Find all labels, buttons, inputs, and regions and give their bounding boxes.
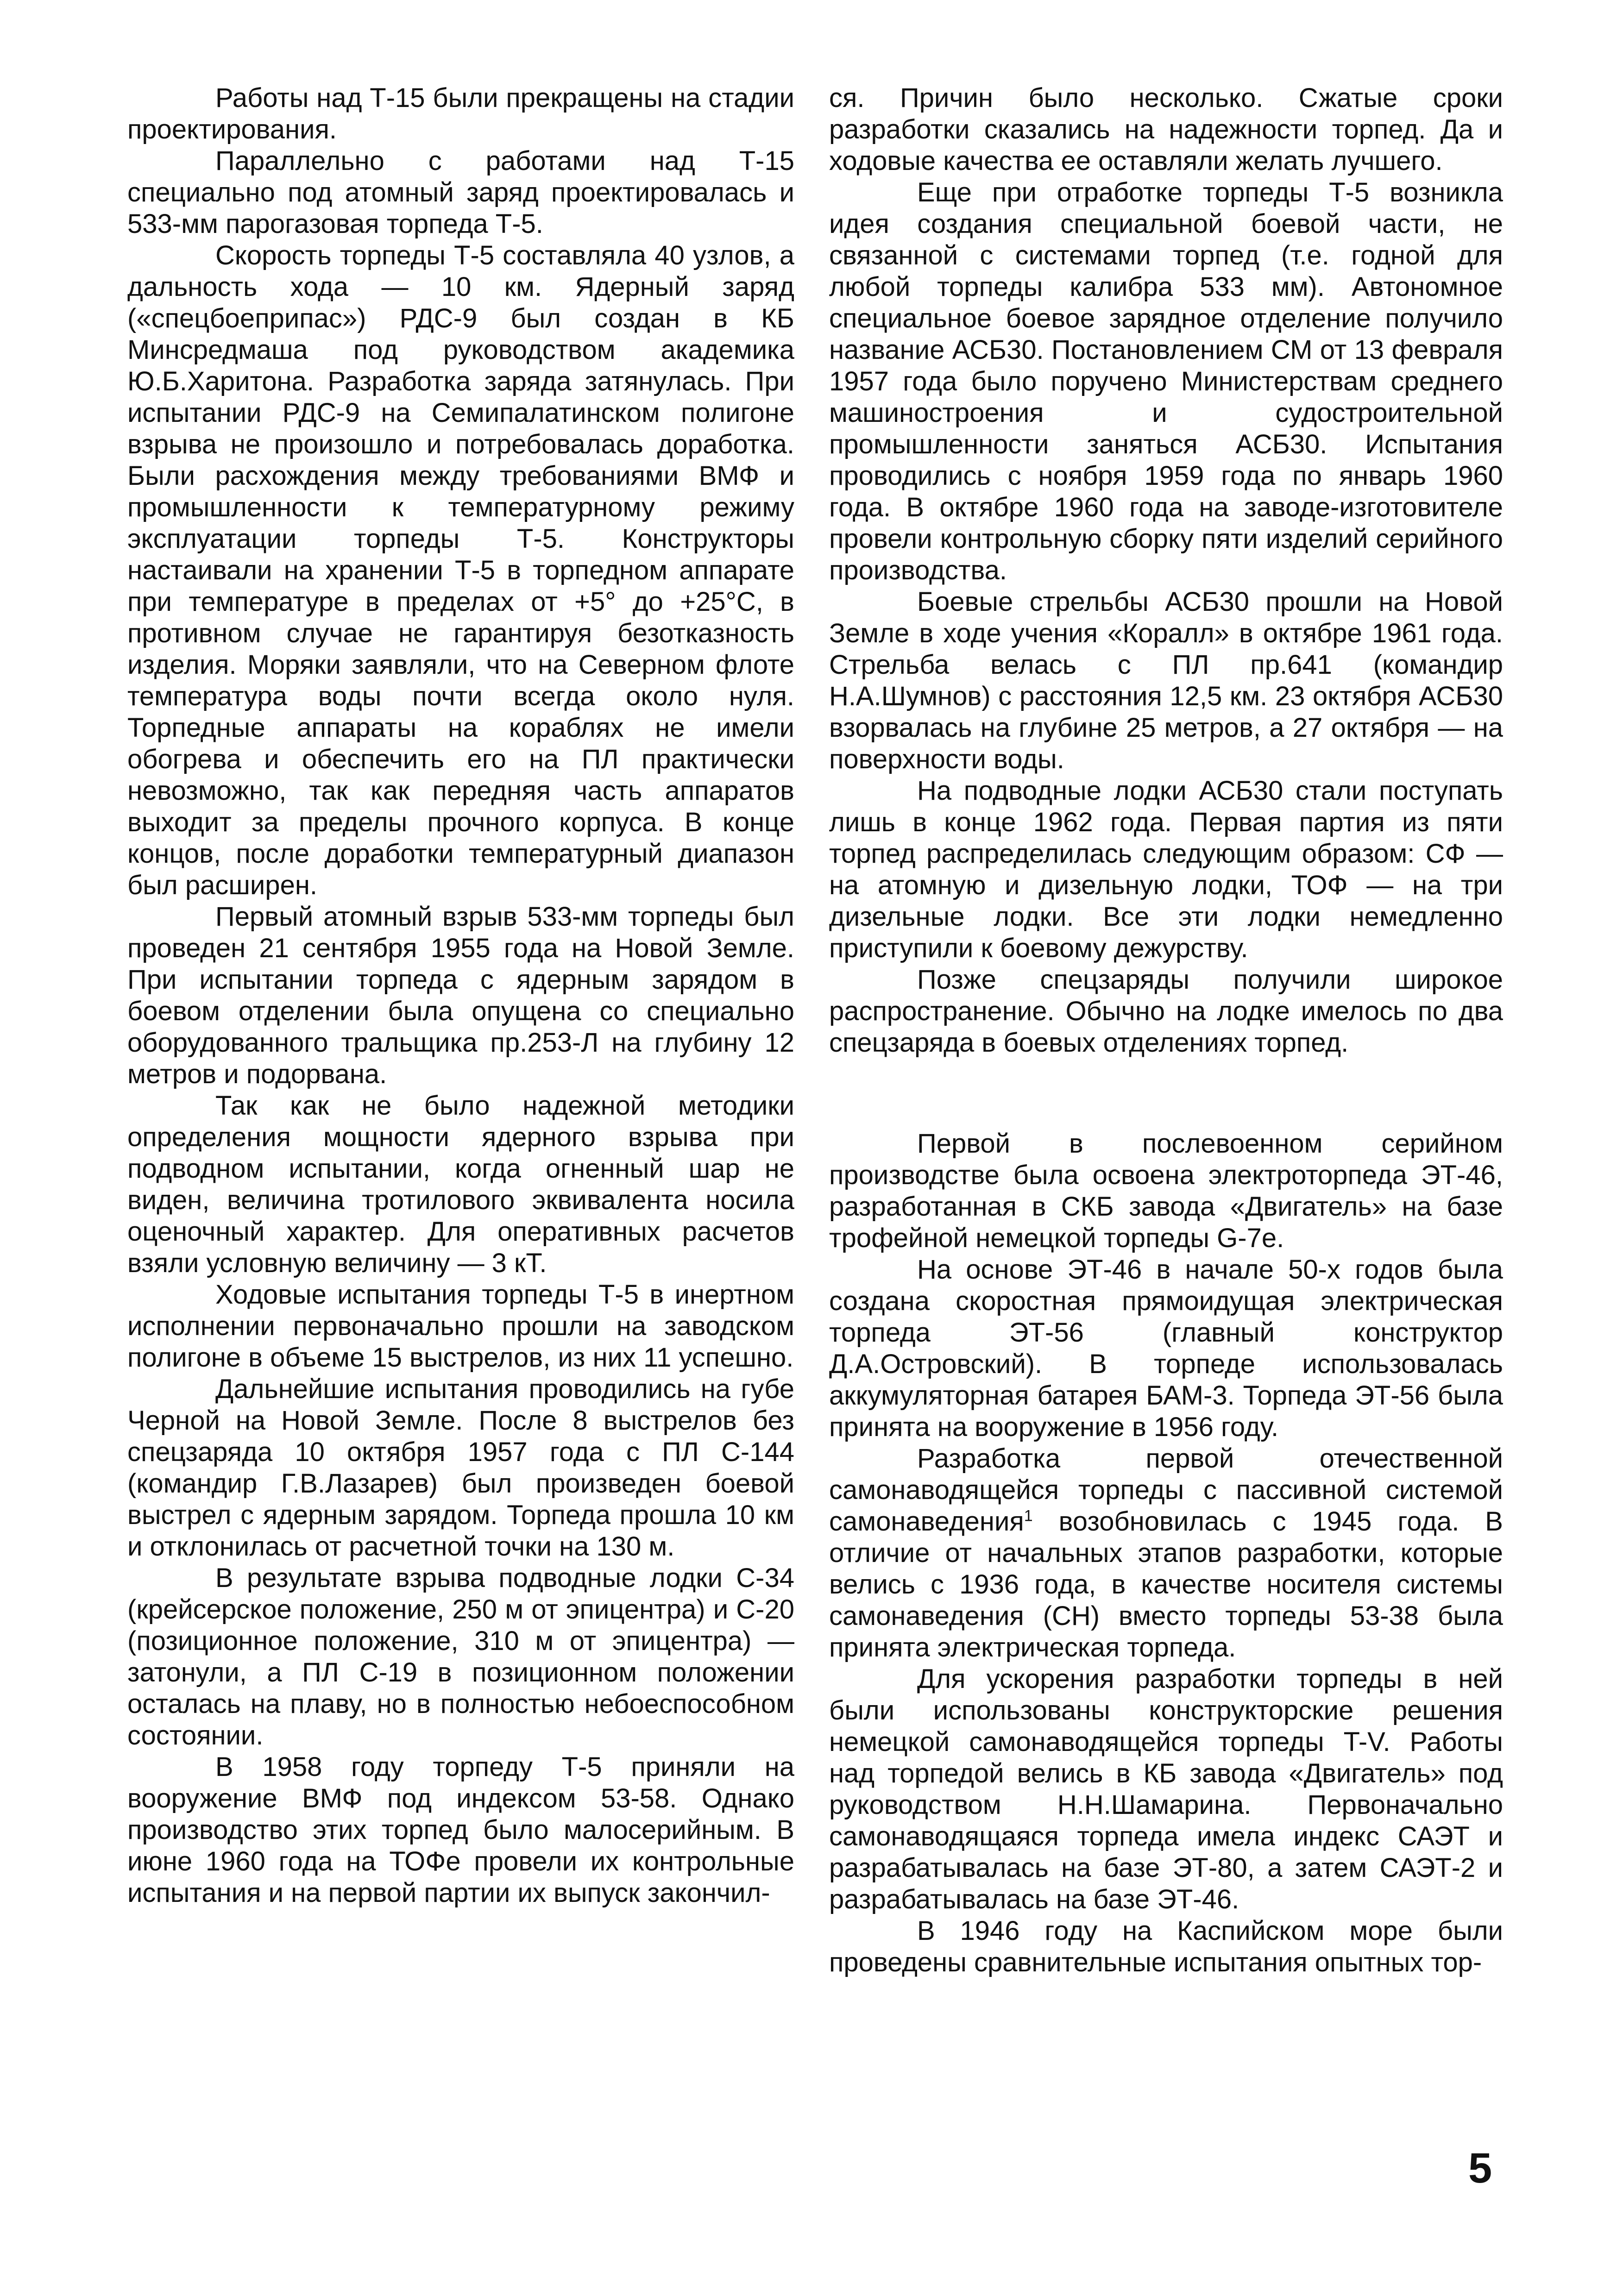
page-number: 5 [1468,2145,1492,2192]
paragraph: На основе ЭТ-46 в начале 50-х годов была создана скоростная прямоидущая электрическая торпеда ЭТ-56 (главный конструктор Д.А.Островский). В торпеде использовалась аккумуляторная батарея БАМ-3. Торпеда ЭТ-56 была принята на вооружение в 1956 году. [829,1255,1503,1442]
left-column [127,82,794,1909]
footnote-mark[interactable]: 1 [1024,1507,1033,1525]
homing-text-rest: возобновилась с 1945 года. В отличие от начальных этапов разработки, которые велись с 1936 года, в качестве носителя системы самонаведения (СН) вместо торпеды 53-38 была принята электрическая торпеда. [829,1506,1503,1662]
paragraph-homing [829,1443,1503,1663]
homing-text: Разработка первой отечественной самонаводящейся торпеды с пассивной системой самонаведения [829,1443,1503,1537]
paragraph: Позже спецзаряды получили широкое распространение. Обычно на лодке имелось по два спецзаряда в боевых отделениях торпед. [829,965,1503,1058]
paragraph: В 1946 году на Каспийском море были проведены сравнительные испытания опытных тор- [829,1916,1503,1977]
paragraph: На подводные лодки АСБ30 стали поступать лишь в конце 1962 года. Первая партия из пяти торпед распределилась следующим образом: СФ — на атомную и дизельную лодки, ТОФ — на три дизельные лодки. Все эти лодки немедленно приступили к боевому дежурству. [829,776,1503,963]
paragraph: Первый атомный взрыв 533-мм торпеды был проведен 21 сентября 1955 года на Новой Земле. При испытании торпеда с ядерным зарядом в боевом отделении была опущена со специально оборудованного тральщика пр.253-Л на глубину 12 метров и подорвана. [127,902,794,1089]
right-column [829,82,1503,1978]
paragraph: Дальнейшие испытания проводились на губе Черной на Новой Земле. После 8 выстрелов без спецзаряда 10 октября 1957 года с ПЛ С-144 (командир Г.В.Лазарев) был произведен боевой выстрел с ядерным зарядом. Торпеда прошла 10 км и отклонилась от расчетной точки на 130 м. [127,1374,794,1562]
paragraph: Так как не было надежной методики определения мощности ядерного взрыва при подводном испытании, когда огненный шар не виден, величина тротилового эквивалента носила оценочный характер. Для оперативных расчетов взяли условную величину — 3 кТ. [127,1091,794,1278]
paragraph: В результате взрыва подводные лодки С-34 (крейсерское положение, 250 м от эпицентра) и С-20 (позиционное положение, 310 м от эпицентра) — затонули, а ПЛ С-19 в позиционном положении осталась на плаву, но в полностью небоеспособном состоянии. [127,1563,794,1750]
paragraph: Скорость торпеды Т-5 составляла 40 узлов, а дальность хода — 10 км. Ядерный заряд («спецбоеприпас») РДС-9 был создан в КБ Минсредмаша под руководством академика Ю.Б.Харитона. Разработка заряда затянулась. При испытании РДС-9 на Семипалатинском полигоне взрыва не произошло и потребовалась доработка. Были расхождения между требованиями ВМФ и промышленности к температурному режиму эксплуатации торпеды Т-5. Конструкторы настаивали на хранении Т-5 в торпедном аппарате при температуре в пределах от +5° до +25°С, в противном случае не гарантируя безотказность изделия. Моряки заявляли, что на Северном флоте температура воды почти всегда около нуля. Торпедные аппараты на кораблях не имели обогрева и обеспечить его на ПЛ практически невозможно, так как передняя часть аппаратов выходит за пределы прочного корпуса. В конце концов, после доработки температурный диапазон был расширен. [127,240,794,900]
paragraph: Первой в послевоенном серийном производстве была освоена электроторпеда ЭТ-46, разработанная в СКБ завода «Двигатель» на базе трофейной немецкой торпеды G-7е. [829,1129,1503,1253]
paragraph: В 1958 году торпеду Т-5 приняли на вооружение ВМФ под индексом 53-58. Однако производство этих торпед было малосерийным. В июне 1960 года на ТОФе провели их контрольные испытания и на первой партии их выпуск закончил- [127,1752,794,1908]
paragraph: Для ускорения разработки торпеды в ней были использованы конструкторские решения немецкой самонаводящейся торпеды T-V. Работы над торпедой велись в КБ завода «Двигатель» под руководством Н.Н.Шамарина. Первоначально самонаводящаяся торпеда имела индекс САЭТ и разрабатывалась на базе ЭТ-80, а затем САЭТ-2 и разрабатывалась на базе ЭТ-46. [829,1664,1503,1914]
paragraph: Работы над Т-15 были прекращены на стадии проектирования. [127,83,794,144]
paragraph-continuation: ся. Причин было несколько. Сжатые сроки разработки сказались на надежности торпед. Да и ходовые качества ее оставляли желать лучшего. [829,83,1503,176]
paragraph: Параллельно с работами над Т-15 специально под атомный заряд проектировалась и 533-мм парогазовая торпеда Т-5. [127,146,794,239]
paragraph: Боевые стрельбы АСБ30 прошли на Новой Земле в ходе учения «Коралл» в октябре 1961 года. Стрельба велась с ПЛ пр.641 (командир Н.А.Шумнов) с расстояния 12,5 км. 23 октября АСБ30 взорвалась на глубине 25 метров, а 27 октября — на поверхности воды. [829,587,1503,774]
paragraph: Еще при отработке торпеды Т-5 возникла идея создания специальной боевой части, не связанной с системами торпед (т.е. годной для любой торпеды калибра 533 мм). Автономное специальное боевое зарядное отделение получило название АСБ30. Постановлением СМ от 13 февраля 1957 года было поручено Министерствам среднего машиностроения и судостроительной промышленности заняться АСБ30. Испытания проводились с ноября 1959 года по январь 1960 года. В октябре 1960 года на заводе-изготовителе провели контрольную сборку пяти изделий серийного производства. [829,177,1503,585]
paragraph: Ходовые испытания торпеды Т-5 в инертном исполнении первоначально прошли на заводском полигоне в объеме 15 выстрелов, из них 11 успешно. [127,1280,794,1373]
